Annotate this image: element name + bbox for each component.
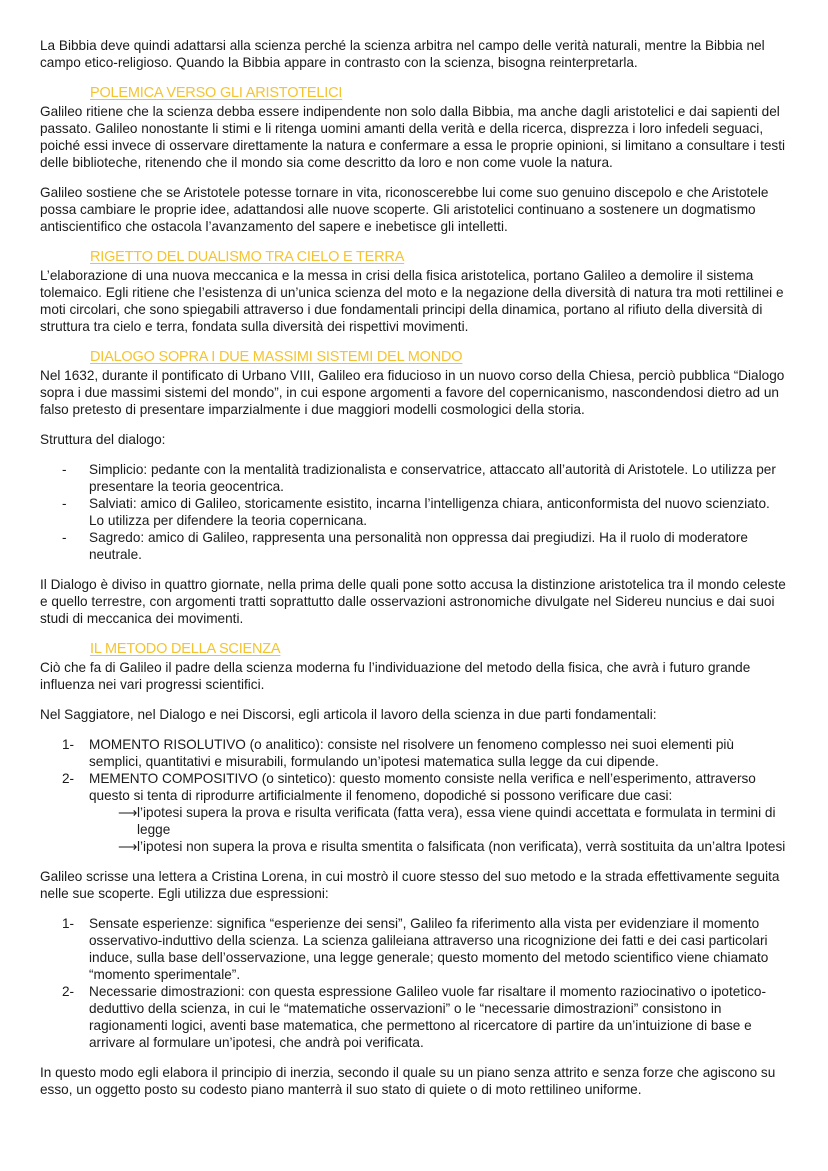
list-marker: - (62, 462, 67, 477)
list-marker: 2- (62, 984, 75, 999)
heading-dialogo: DIALOGO SOPRA I DUE MASSIMI SISTEMI DEL MONDO (90, 349, 463, 365)
list-marker: 1- (62, 916, 75, 931)
list-item-text: Simplicio: pedante con la mentalità tradizionalista e conservatrice, attaccato all’autorità di Aristotele. Lo utilizza per presentare la teoria geocentrica. (89, 462, 776, 494)
intro-paragraph: La Bibbia deve quindi adattarsi alla scienza perché la scienza arbitra nel campo delle verità naturali, mentre la Bibbia nel campo etico-religioso. Quando la Bibbia appare in contrasto con la scienza, bisogna reinterpretarla. (40, 38, 765, 70)
inerzia-paragraph: In questo modo egli elabora il principio di inerzia, secondo il quale su un piano senza attrito e senza forze che agiscono su esso, un oggetto posto su codesto piano manterrà il suo stato di quiete o di moto rettilineo uniforme. (40, 1065, 776, 1097)
metodo-paragraph-1: Ciò che fa di Galileo il padre della scienza moderna fu l’individuazione del metodo della fisica, che avrà i futuro grande influenza nei vari progressi scientifici. (40, 660, 751, 692)
struttura-label: Struttura del dialogo: (40, 432, 166, 447)
case-item (118, 804, 788, 838)
rigetto-paragraph: L’elaborazione di una nuova meccanica e la messa in crisi della fisica aristotelica, portano Galileo a demolire il sistema tolemaico. Egli ritiene che l’esistenza di un’unica scienza del moto e la negazione della diversità di natura tra moti rettilinei e moti circolari, che sono spiegabili attraverso i due fondamentali principi della dinamica, portano al rifiuto della diversità di struttura tra cielo e terra, fondata sulla diversità dei rispettivi movimenti. (40, 268, 784, 334)
list-item (40, 495, 788, 529)
characters-list (40, 461, 788, 563)
heading-metodo: IL METODO DELLA SCIENZA (90, 641, 281, 657)
arrow-right-icon: ⟶ (118, 839, 138, 854)
case-text: l’ipotesi supera la prova e risulta verificata (fatta vera), essa viene quindi accettata e formulata in termini di legge (137, 805, 776, 837)
metodo-paragraph-2: Nel Saggiatore, nel Dialogo e nei Discorsi, egli articola il lavoro della scienza in due parti fondamentali: (40, 707, 657, 722)
cases-list (89, 804, 788, 855)
list-item (40, 770, 788, 855)
arrow-right-icon: ⟶ (118, 805, 138, 820)
case-item (118, 838, 788, 855)
lettera-paragraph: Galileo scrisse una lettera a Cristina Lorena, in cui mostrò il cuore stesso del suo metodo e la strada effettivamente seguita nelle sue scoperte. Egli utilizza due espressioni: (40, 869, 780, 901)
list-marker: - (62, 496, 67, 511)
list-item (40, 736, 788, 770)
polemica-paragraph-1: Galileo ritiene che la scienza debba essere indipendente non solo dalla Bibbia, ma anche dagli aristotelici e dai sapienti del passato. Galileo nonostante li stimi e li ritenga uomini amanti della verità e della ricerca, disprezza i loro infedeli seguaci, poiché essi invece di osservare direttamente la natura e confermare a essa le proprie opinioni, si limitano a consultare i testi delle biblioteche, ritenendo che il mondo sia come descritto da loro e non come vuole la natura. (40, 104, 786, 170)
list-marker: - (62, 530, 67, 545)
list-item-text: Sensate esperienze: significa “esperienze dei sensi”, Galileo fa riferimento alla vista per evidenziare il momento osservativo-induttivo della scienza. La scienza galileiana attraverso una ricognizione dei fatti e dei casi particolari induce, sulla base dell’osservazione, una legge generale; questo momento del metodo scientifico viene chiamato “momento sperimentale”. (89, 916, 769, 982)
heading-polemica: POLEMICA VERSO GLI ARISTOTELICI (90, 85, 343, 101)
case-text: l’ipotesi non supera la prova e risulta smentita o falsificata (non verificata), verrà sostituita da un’altra Ipotesi (137, 839, 786, 854)
list-marker: 2- (62, 771, 75, 786)
list-item (40, 461, 788, 495)
list-item-text: MEMENTO COMPOSITIVO (o sintetico): questo momento consiste nella verifica e nell’esperimento, attraverso questo si tenta di riprodurre artificialmente il fenomeno, dopodiché si possono verificare due casi: (89, 771, 756, 803)
list-marker: 1- (62, 737, 75, 752)
list-item-text: Salviati: amico di Galileo, storicamente esistito, incarna l’intelligenza chiara, anticonformista del nuovo scienziato. Lo utilizza per difendere la teoria copernicana. (89, 496, 770, 528)
dialogo-paragraph-2: Il Dialogo è diviso in quattro giornate, nella prima delle quali pone sotto accusa la distinzione aristotelica tra il mondo celeste e quello terrestre, con argomenti tratti soprattutto dalle osservazioni astronomiche divulgate nel Sidereu nuncius e dai suoi studi di meccanica dei movimenti. (40, 577, 786, 626)
expressions-list (40, 915, 788, 1051)
list-item-text: MOMENTO RISOLUTIVO (o analitico): consiste nel risolvere un fenomeno complesso nei suoi elementi più semplici, quantitativi e misurabili, formulando un’ipotesi matematica sulla legge da cui dipende. (89, 737, 734, 769)
list-item (40, 983, 788, 1051)
list-item (40, 915, 788, 983)
list-item-text: Sagredo: amico di Galileo, rappresenta una personalità non oppressa dai pregiudizi. Ha il ruolo di moderatore neutrale. (89, 530, 748, 562)
moments-list (40, 736, 788, 855)
dialogo-paragraph-1: Nel 1632, durante il pontificato di Urbano VIII, Galileo era fiducioso in un nuovo corso della Chiesa, perciò pubblica “Dialogo sopra i due massimi sistemi del mondo”, in cui espone argomenti a favore del copernicanismo, nascondendosi dietro ad un falso pretesto di presentare imparzialmente i due maggiori modelli cosmologici della storia. (40, 368, 785, 417)
list-item-text: Necessarie dimostrazioni: con questa espressione Galileo vuole far risaltare il momento raziocinativo o ipotetico-deduttivo della scienza, in cui le “matematiche osservazioni” o le “necessarie dimostrazioni” consistono in ragionamenti logici, aventi base matematica, che permettono al ricercatore di partire da un’intuizione di base e arrivare al formulare un’ipotesi, che andrà poi verificata. (89, 984, 766, 1050)
polemica-paragraph-2: Galileo sostiene che se Aristotele potesse tornare in vita, riconoscerebbe lui come suo genuino discepolo e che Aristotele possa cambiare le proprie idee, adattandosi alle nuove scoperte. Gli aristotelici continuano a sostenere un dogmatismo antiscientifico che ostacola l’avanzamento del sapere e inebetisce gli intelletti. (40, 185, 769, 234)
list-item (40, 529, 788, 563)
heading-rigetto: RIGETTO DEL DUALISMO TRA CIELO E TERRA (90, 249, 405, 265)
